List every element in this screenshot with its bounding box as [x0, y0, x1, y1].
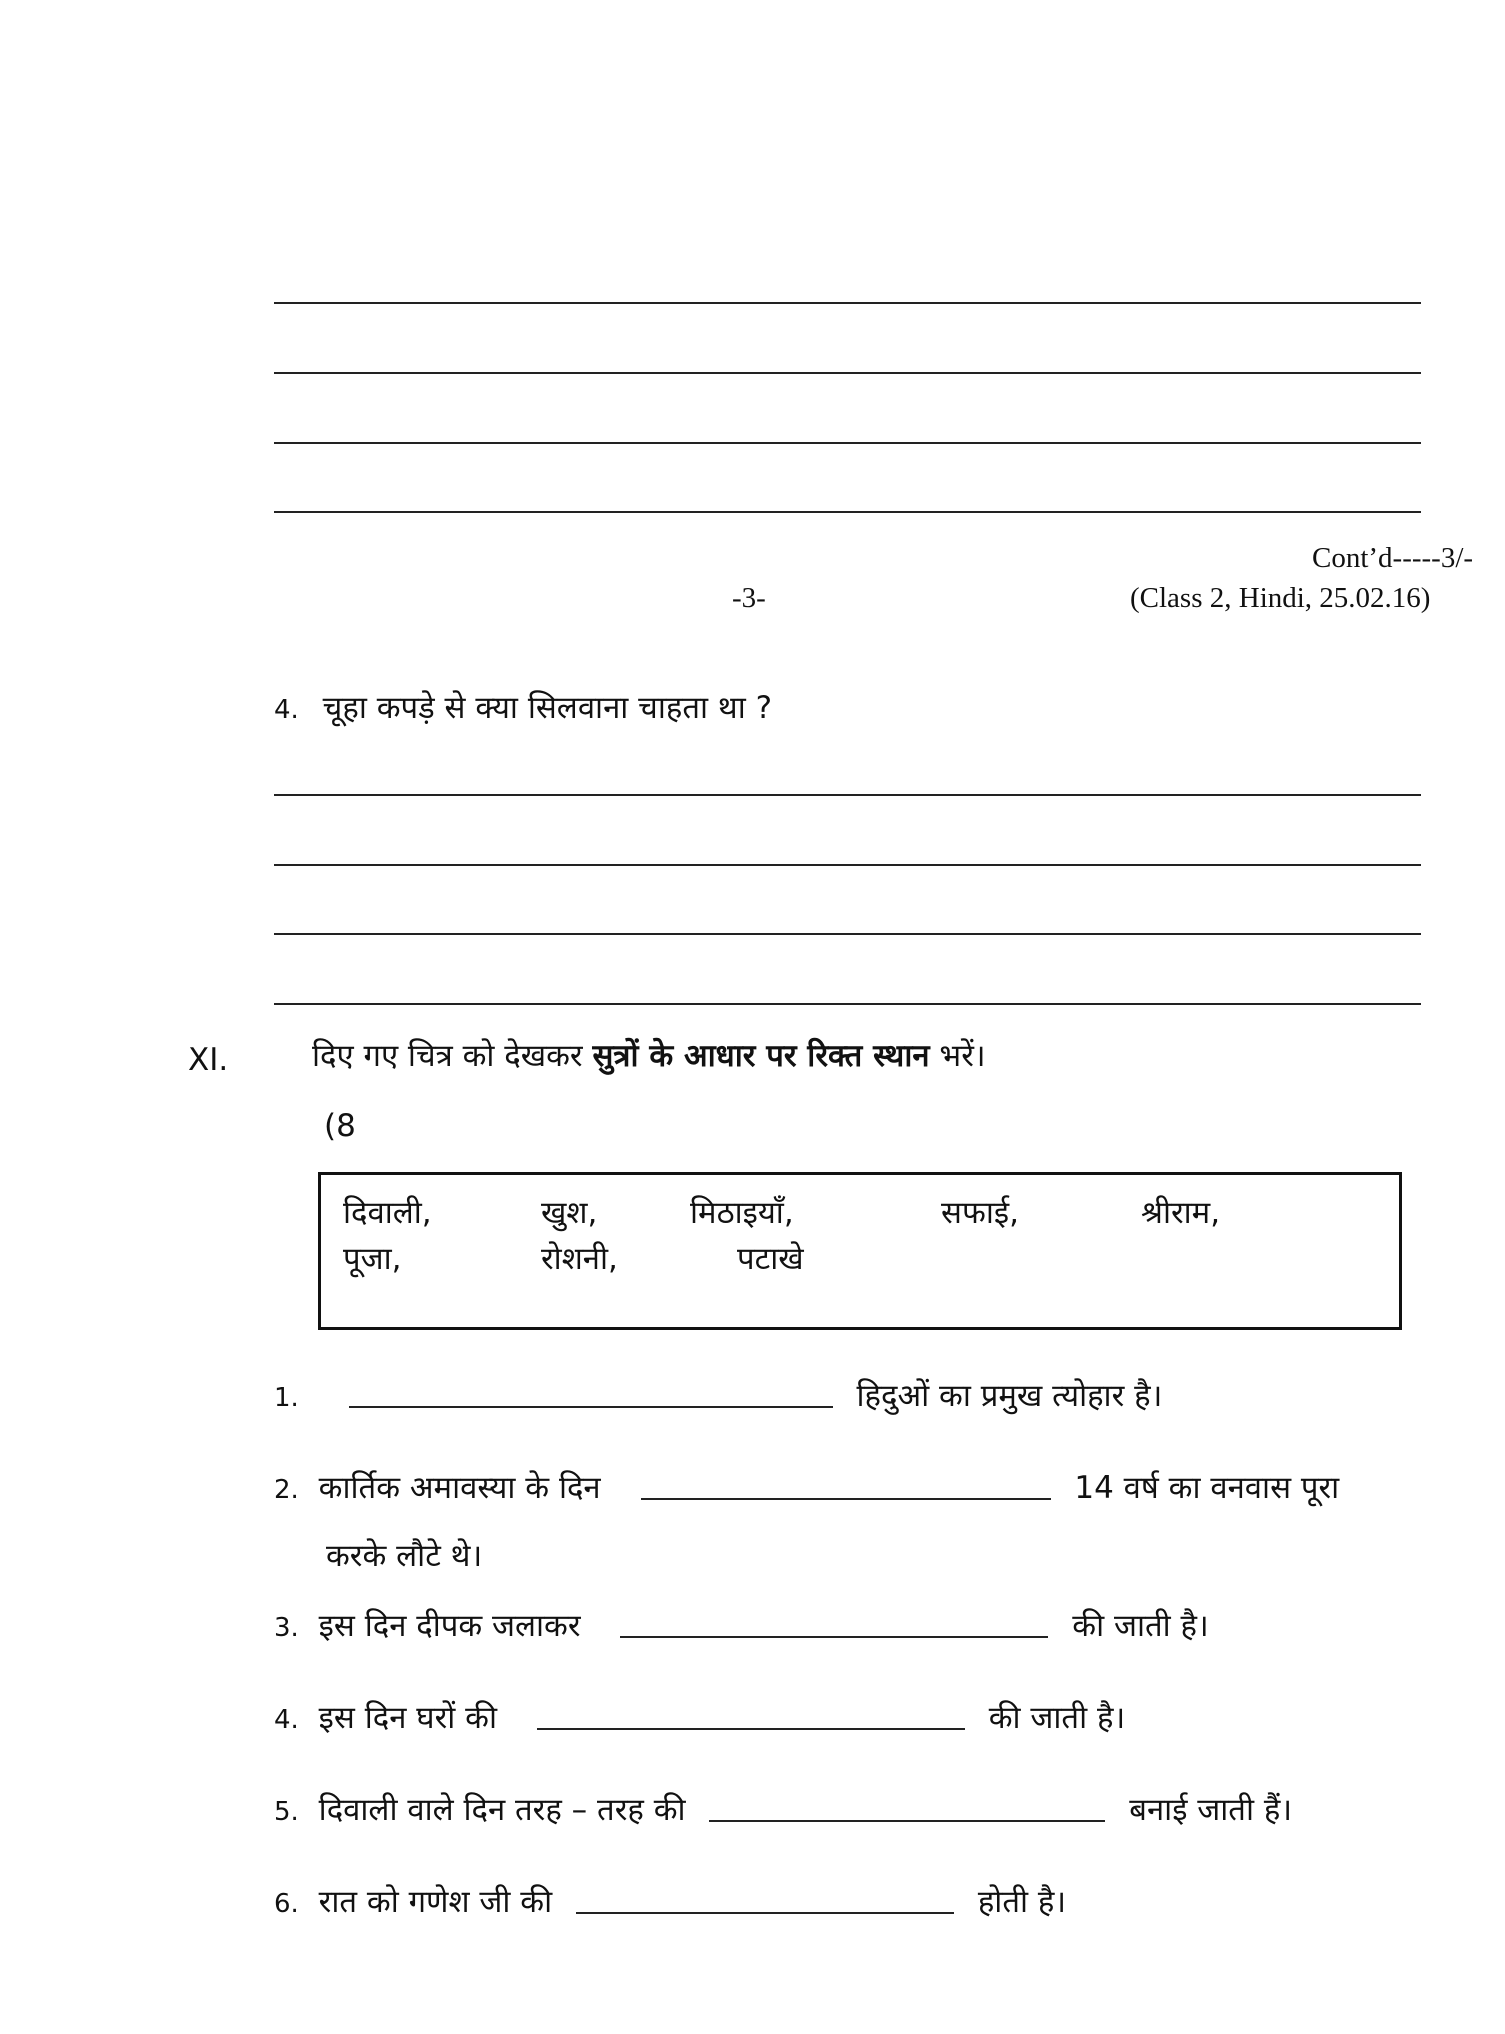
item-number: 3. [274, 1613, 299, 1643]
page-number: -3- [732, 582, 766, 614]
answer-line [274, 1003, 1421, 1005]
item-text-after: होती है। [977, 1884, 1067, 1920]
section-number: XI. [188, 1042, 229, 1078]
item-text-before: इस दिन दीपक जलाकर [318, 1608, 581, 1644]
word-bank-item: मिठाइयाँ, [690, 1195, 794, 1231]
answer-line [274, 511, 1421, 513]
question-text: चूहा कपड़े से क्या सिलवाना चाहता था ? [322, 690, 773, 726]
fill-blank-2-continuation: करके लौटे थे। [326, 1538, 483, 1574]
fill-blank-3 [274, 1606, 1209, 1648]
word-bank-item: रोशनी, [541, 1241, 618, 1277]
item-number: 1. [274, 1383, 299, 1413]
word-bank-item: दिवाली, [343, 1195, 432, 1231]
blank-line [641, 1498, 1051, 1500]
item-text-after: 14 वर्ष का वनवास पूरा [1074, 1470, 1340, 1506]
answer-line [274, 864, 1421, 866]
item-number: 4. [274, 1705, 299, 1735]
blank-line [349, 1406, 833, 1408]
instruction-text: दिए गए चित्र को देखकर [312, 1038, 593, 1074]
item-text-after: की जाती है। [988, 1700, 1126, 1736]
word-bank [318, 1172, 1402, 1330]
answer-line [274, 933, 1421, 935]
continued-note: Cont’d-----3/- [1312, 542, 1474, 574]
word-bank-item: खुश, [541, 1195, 598, 1231]
item-text-before: इस दिन घरों की [318, 1700, 497, 1736]
answer-line [274, 302, 1421, 304]
blank-line [620, 1636, 1048, 1638]
marks: (8 [324, 1108, 356, 1144]
item-text-before: कार्तिक अमावस्या के दिन [318, 1470, 601, 1506]
class-info: (Class 2, Hindi, 25.02.16) [1130, 582, 1431, 614]
item-number: 6. [274, 1889, 299, 1919]
instruction-bold: सुत्रों के आधार पर रिक्त स्थान [592, 1038, 930, 1074]
word-bank-item: पटाखे [737, 1241, 804, 1277]
item-text-before: दिवाली वाले दिन तरह – तरह की [318, 1792, 686, 1828]
item-text-after: की जाती है। [1072, 1608, 1209, 1644]
item-number: 2. [274, 1475, 299, 1505]
instruction-end: भरें। [929, 1038, 986, 1074]
answer-line [274, 794, 1421, 796]
fill-blank-1 [274, 1376, 1162, 1418]
word-bank-item: सफाई, [941, 1195, 1019, 1231]
fill-blank-2 [274, 1468, 1339, 1510]
word-bank-item: श्रीराम, [1141, 1195, 1221, 1231]
item-number: 5. [274, 1797, 299, 1827]
word-bank-item: पूजा, [343, 1241, 402, 1277]
answer-line [274, 372, 1421, 374]
fill-blank-5 [274, 1790, 1292, 1832]
item-text-after: हिदुओं का प्रमुख त्योहार है। [856, 1378, 1163, 1414]
question-number: 4. [274, 695, 299, 725]
question-4 [274, 688, 772, 730]
fill-blank-4 [274, 1698, 1125, 1740]
item-text-after: बनाई जाती हैं। [1129, 1792, 1293, 1828]
section-instruction [312, 1036, 986, 1076]
answer-line [274, 442, 1421, 444]
blank-line [537, 1728, 965, 1730]
item-text-before: रात को गणेश जी की [318, 1884, 553, 1920]
fill-blank-6 [274, 1882, 1066, 1924]
blank-line [576, 1912, 954, 1914]
blank-line [709, 1820, 1105, 1822]
